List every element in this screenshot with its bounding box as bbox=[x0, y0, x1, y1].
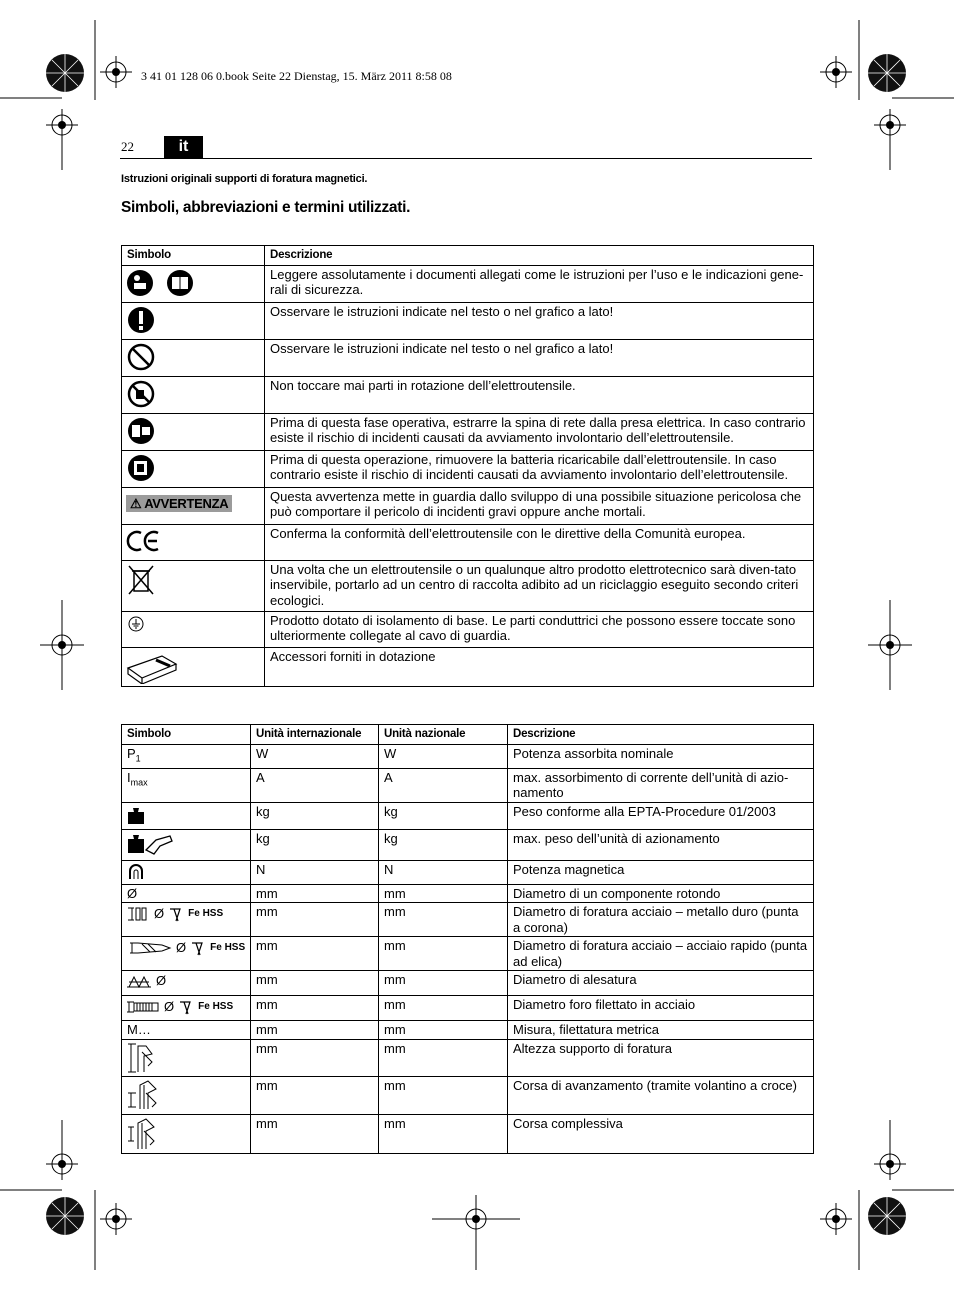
description-cell: Osservare le istruzioni indicate nel testo o nel grafico a lato! bbox=[265, 339, 814, 376]
read-manual-icon bbox=[126, 268, 201, 298]
description-cell: max. assorbimento di corrente dell’unità di azio-namento bbox=[508, 768, 814, 802]
table-row bbox=[122, 768, 814, 802]
total-stroke-icon bbox=[126, 1117, 160, 1151]
description-cell: Diametro di alesatura bbox=[508, 971, 814, 996]
symbol-cell bbox=[122, 1076, 251, 1114]
symbol-cell bbox=[122, 744, 251, 768]
description-cell: Corsa complessiva bbox=[508, 1114, 814, 1153]
table-row bbox=[122, 1114, 814, 1153]
intl-unit-cell: mm bbox=[251, 995, 379, 1021]
magnet-icon bbox=[126, 863, 146, 881]
symbol-cell: M… bbox=[122, 1021, 251, 1040]
symbol-cell bbox=[122, 265, 265, 302]
table-header-row bbox=[122, 246, 814, 266]
symbol-cell bbox=[122, 524, 265, 560]
national-unit-cell: A bbox=[379, 768, 508, 802]
description-cell: Leggere assolutamente i documenti allegati come le istruzioni per l’uso e le indicazioni gene-rali di sicurezza. bbox=[265, 265, 814, 302]
table-row bbox=[122, 937, 814, 971]
warning-badge-label: AVVERTENZA bbox=[144, 495, 229, 511]
column-header-symbol: Simbolo bbox=[122, 246, 265, 266]
stand-height-icon bbox=[126, 1042, 156, 1074]
section-title: Simboli, abbreviazioni e termini utilizzati. bbox=[121, 199, 411, 216]
diameter-symbol: Ø bbox=[156, 973, 167, 989]
table-row bbox=[122, 524, 814, 560]
national-unit-cell: mm bbox=[379, 903, 508, 937]
national-unit-cell: mm bbox=[379, 1021, 508, 1040]
no-touch-icon bbox=[126, 379, 156, 409]
description-cell: Diametro di foratura acciaio – metallo duro (punta a corona) bbox=[508, 903, 814, 937]
description-cell: Non toccare mai parti in rotazione dell’elettroutensile. bbox=[265, 376, 814, 413]
description-cell: Conferma la conformità dell’elettroutensile con le direttive della Comunità europea. bbox=[265, 524, 814, 560]
symbol-subscript: 1 bbox=[135, 753, 141, 764]
table-row bbox=[122, 744, 814, 768]
weee-bin-icon bbox=[126, 563, 156, 597]
symbol-cell bbox=[122, 937, 251, 971]
steel-icon bbox=[168, 905, 184, 923]
description-cell: Misura, filettatura metrica bbox=[508, 1021, 814, 1040]
symbol-cell bbox=[122, 860, 251, 884]
column-header-national-unit: Unità nazionale bbox=[379, 725, 508, 745]
steel-icon bbox=[178, 998, 194, 1016]
diameter-symbol: Ø bbox=[164, 998, 175, 1014]
description-cell: Potenza magnetica bbox=[508, 860, 814, 884]
language-badge: it bbox=[164, 136, 203, 158]
description-cell: Diametro di un componente rotondo bbox=[508, 884, 814, 903]
table-row bbox=[122, 647, 814, 686]
material-label: Fe HSS bbox=[210, 942, 246, 954]
warning-badge: ⚠ AVVERTENZA bbox=[126, 495, 232, 513]
table-row bbox=[122, 611, 814, 647]
table-row bbox=[122, 995, 814, 1021]
document-subtitle: Istruzioni originali supporti di foratura magnetici. bbox=[121, 173, 368, 185]
table-row bbox=[122, 1076, 814, 1114]
table-row bbox=[122, 1021, 814, 1040]
diameter-symbol: Ø bbox=[154, 906, 165, 922]
description-cell: Prima di questa fase operativa, estrarre la spina di rete dalla presa elettrica. In caso contrario esiste il rischio di incidenti causati da avviamento involontario dell’elettroutensile. bbox=[265, 413, 814, 450]
description-cell: Osservare le istruzioni indicate nel testo o nel grafico a lato! bbox=[265, 302, 814, 339]
ce-mark-icon bbox=[126, 527, 162, 555]
national-unit-cell: mm bbox=[379, 971, 508, 996]
symbol-cell bbox=[122, 560, 265, 611]
description-cell: Prodotto dotato di isolamento di base. Le parti conduttrici che possono essere toccate sono ulteriormente collegate al cavo di guardia. bbox=[265, 611, 814, 647]
symbol-cell bbox=[122, 903, 251, 937]
symbol-cell bbox=[122, 768, 251, 802]
tap-icon bbox=[126, 999, 160, 1015]
core-drill-icon bbox=[126, 905, 150, 923]
symbol-cell bbox=[122, 829, 251, 860]
table-header-row bbox=[122, 725, 814, 745]
prohibition-icon bbox=[126, 342, 156, 372]
description-cell: Peso conforme alla EPTA-Procedure 01/2003 bbox=[508, 802, 814, 829]
table-row bbox=[122, 884, 814, 903]
weight-drive-icon bbox=[126, 832, 174, 856]
description-cell: Prima di questa operazione, rimuovere la batteria ricaricabile dall’elettroutensile. In caso contrario esiste il rischio di incidenti causati da avviamento involontario dell’elettroutensile. bbox=[265, 450, 814, 487]
national-unit-cell: W bbox=[379, 744, 508, 768]
table-row bbox=[122, 413, 814, 450]
symbol-cell bbox=[122, 413, 265, 450]
exclamation-icon bbox=[126, 305, 156, 335]
table-row bbox=[122, 1039, 814, 1076]
national-unit-cell: mm bbox=[379, 937, 508, 971]
description-cell: Potenza assorbita nominale bbox=[508, 744, 814, 768]
weight-icon bbox=[126, 805, 146, 825]
accessories-box-icon bbox=[126, 650, 178, 684]
symbol-cell bbox=[122, 611, 265, 647]
column-header-description: Descrizione bbox=[265, 246, 814, 266]
national-unit-cell: mm bbox=[379, 1114, 508, 1153]
intl-unit-cell: mm bbox=[251, 884, 379, 903]
description-cell: Questa avvertenza mette in guardia dallo sviluppo di una possibile situazione pericolosa che può comportare il pericolo di incidenti gravi oppure anche mortali. bbox=[265, 487, 814, 524]
feed-stroke-icon bbox=[126, 1079, 160, 1111]
column-header-description: Descrizione bbox=[508, 725, 814, 745]
symbol-cell bbox=[122, 1114, 251, 1153]
reamer-icon bbox=[126, 973, 152, 989]
symbol-cell bbox=[122, 1039, 251, 1076]
symbols-table bbox=[121, 245, 814, 687]
symbol-cell bbox=[122, 995, 251, 1021]
material-label: Fe HSS bbox=[198, 1000, 234, 1012]
table-row bbox=[122, 376, 814, 413]
intl-unit-cell: mm bbox=[251, 1039, 379, 1076]
national-unit-cell: mm bbox=[379, 1039, 508, 1076]
table-row bbox=[122, 903, 814, 937]
description-cell: Altezza supporto di foratura bbox=[508, 1039, 814, 1076]
column-header-symbol: Simbolo bbox=[122, 725, 251, 745]
intl-unit-cell: mm bbox=[251, 971, 379, 996]
ground-icon bbox=[126, 614, 146, 634]
intl-unit-cell: mm bbox=[251, 937, 379, 971]
national-unit-cell: mm bbox=[379, 995, 508, 1021]
page-number: 22 bbox=[121, 139, 134, 154]
table-row bbox=[122, 339, 814, 376]
unplug-icon bbox=[126, 416, 156, 446]
steel-icon bbox=[190, 939, 206, 957]
symbol-cell bbox=[122, 450, 265, 487]
national-unit-cell: kg bbox=[379, 829, 508, 860]
description-cell: Diametro foro filettato in acciaio bbox=[508, 995, 814, 1021]
intl-unit-cell: mm bbox=[251, 903, 379, 937]
national-unit-cell: N bbox=[379, 860, 508, 884]
national-unit-cell: mm bbox=[379, 1076, 508, 1114]
table-row bbox=[122, 802, 814, 829]
symbol-cell: Ø bbox=[122, 884, 251, 903]
symbol-cell bbox=[122, 376, 265, 413]
table-row bbox=[122, 487, 814, 524]
table-row bbox=[122, 265, 814, 302]
intl-unit-cell: A bbox=[251, 768, 379, 802]
table-row bbox=[122, 560, 814, 611]
intl-unit-cell: kg bbox=[251, 829, 379, 860]
table-row bbox=[122, 829, 814, 860]
description-cell: Diametro di foratura acciaio – acciaio rapido (punta ad elica) bbox=[508, 937, 814, 971]
column-header-intl-unit: Unità internazionale bbox=[251, 725, 379, 745]
description-cell: Corsa di avanzamento (tramite volantino a croce) bbox=[508, 1076, 814, 1114]
symbol-text: P bbox=[127, 745, 136, 761]
table-row bbox=[122, 860, 814, 884]
symbol-cell bbox=[122, 971, 251, 996]
intl-unit-cell: mm bbox=[251, 1021, 379, 1040]
symbol-cell bbox=[122, 302, 265, 339]
intl-unit-cell: mm bbox=[251, 1076, 379, 1114]
symbol-cell bbox=[122, 487, 265, 524]
intl-unit-cell: W bbox=[251, 744, 379, 768]
diameter-symbol: Ø bbox=[176, 940, 187, 956]
table-row bbox=[122, 971, 814, 996]
book-file-info: 3 41 01 128 06 0.book Seite 22 Dienstag, 15. März 2011 8:58 08 bbox=[141, 69, 452, 83]
units-table bbox=[121, 724, 814, 1154]
remove-battery-icon bbox=[126, 453, 156, 483]
material-label: Fe HSS bbox=[188, 908, 224, 920]
symbol-cell bbox=[122, 339, 265, 376]
symbol-subscript: max bbox=[130, 777, 148, 788]
symbol-text: I bbox=[127, 769, 131, 785]
description-cell: Accessori forniti in dotazione bbox=[265, 647, 814, 686]
twist-drill-icon bbox=[128, 940, 172, 956]
symbol-cell bbox=[122, 802, 251, 829]
intl-unit-cell: mm bbox=[251, 1114, 379, 1153]
symbol-cell bbox=[122, 647, 265, 686]
header-rule bbox=[120, 158, 812, 159]
national-unit-cell: mm bbox=[379, 884, 508, 903]
national-unit-cell: kg bbox=[379, 802, 508, 829]
intl-unit-cell: N bbox=[251, 860, 379, 884]
description-cell: Una volta che un elettroutensile o un qualunque altro prodotto elettrotecnico sarà diven-tato inservibile, portarlo ad un centro di raccolta adibito ad un riciclaggio eseguito secondo criteri ecologici. bbox=[265, 560, 814, 611]
intl-unit-cell: kg bbox=[251, 802, 379, 829]
table-row bbox=[122, 302, 814, 339]
table-row bbox=[122, 450, 814, 487]
description-cell: max. peso dell’unità di azionamento bbox=[508, 829, 814, 860]
